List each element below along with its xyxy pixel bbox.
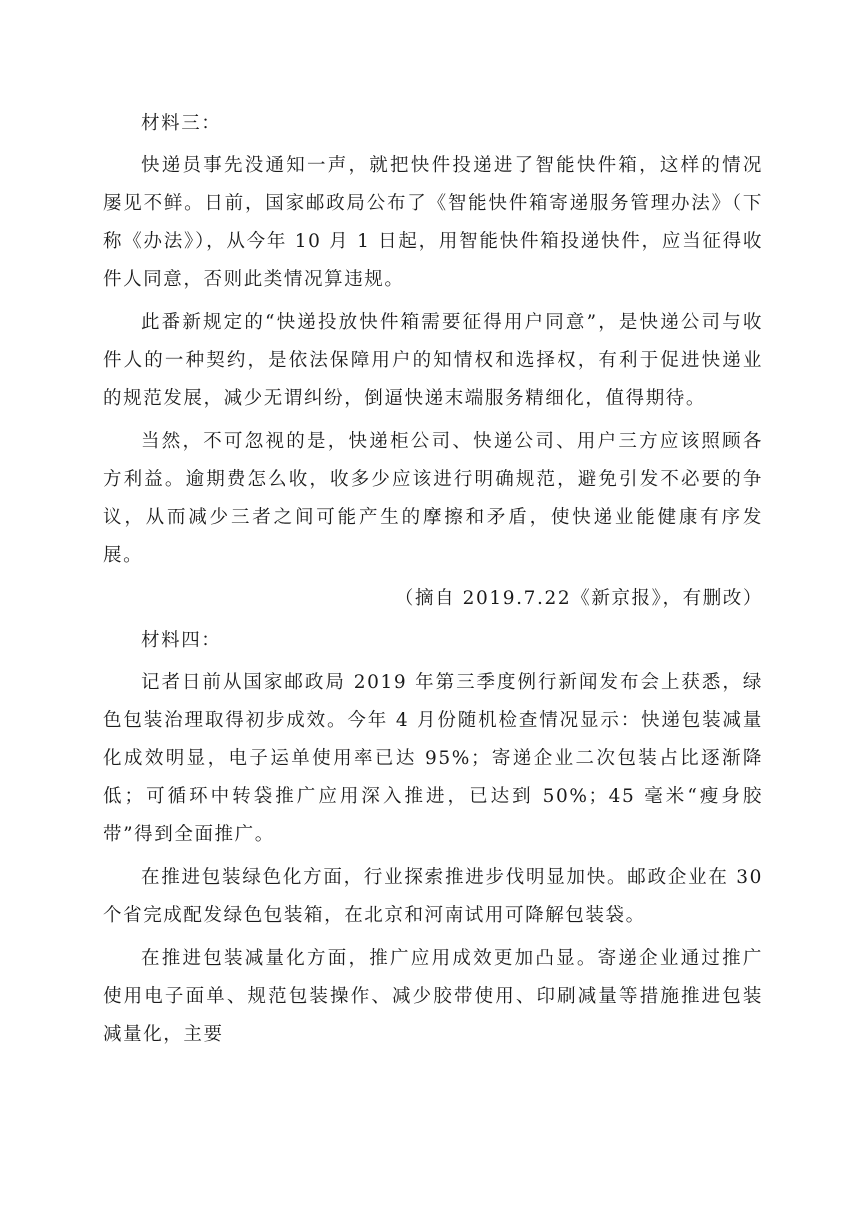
- source-citation: （摘自 2019.7.22《新京报》，有删改）: [394, 588, 763, 609]
- paragraph: 当然，不可忽视的是，快递柜公司、快递公司、用户三方应该照顾各方利益。逾期费怎么收，收多少应该进行明确规范，避免引发不必要的争议，从而减少三者之间可能产生的摩擦和矛盾，使快递业能健康有序发展。: [103, 431, 763, 566]
- paragraph: 快递员事先没通知一声，就把快件投递进了智能快件箱，这样的情况屡见不鲜。日前，国家邮政局公布了《智能快件箱寄递服务管理办法》（下称《办法》），从今年 10 月 1 日起，用智能快件箱投递快件，应当征得收件人同意，否则此类情况算违规。: [103, 155, 763, 290]
- document-page: [103, 105, 763, 1059]
- paragraph: 记者日前从国家邮政局 2019 年第三季度例行新闻发布会上获悉，绿色包装治理取得初步成效。今年 4 月份随机检查情况显示：快递包装减量化成效明显，电子运单使用率已达 95%；寄递企业二次包装占比逐渐降低；可循环中转袋推广应用深入推进，已达到 50%；45 毫米“瘦身胶带”得到全面推广。: [103, 672, 763, 845]
- section-heading-material-3: 材料三：: [141, 113, 222, 134]
- paragraph: 此番新规定的“快递投放快件箱需要征得用户同意”，是快递公司与收件人的一种契约，是依法保障用户的知情权和选择权，有利于促进快递业的规范发展，减少无谓纠纷，倒逼快递末端服务精细化，值得期待。: [103, 312, 763, 409]
- paragraph: 在推进包装绿色化方面，行业探索推进步伐明显加快。邮政企业在 30 个省完成配发绿色包装箱，在北京和河南试用可降解包装袋。: [103, 867, 763, 926]
- section-heading-material-4: 材料四：: [141, 630, 222, 651]
- paragraph: 在推进包装减量化方面，推广应用成效更加凸显。寄递企业通过推广使用电子面单、规范包装操作、减少胶带使用、印刷减量等措施推进包装减量化，主要: [103, 948, 763, 1045]
